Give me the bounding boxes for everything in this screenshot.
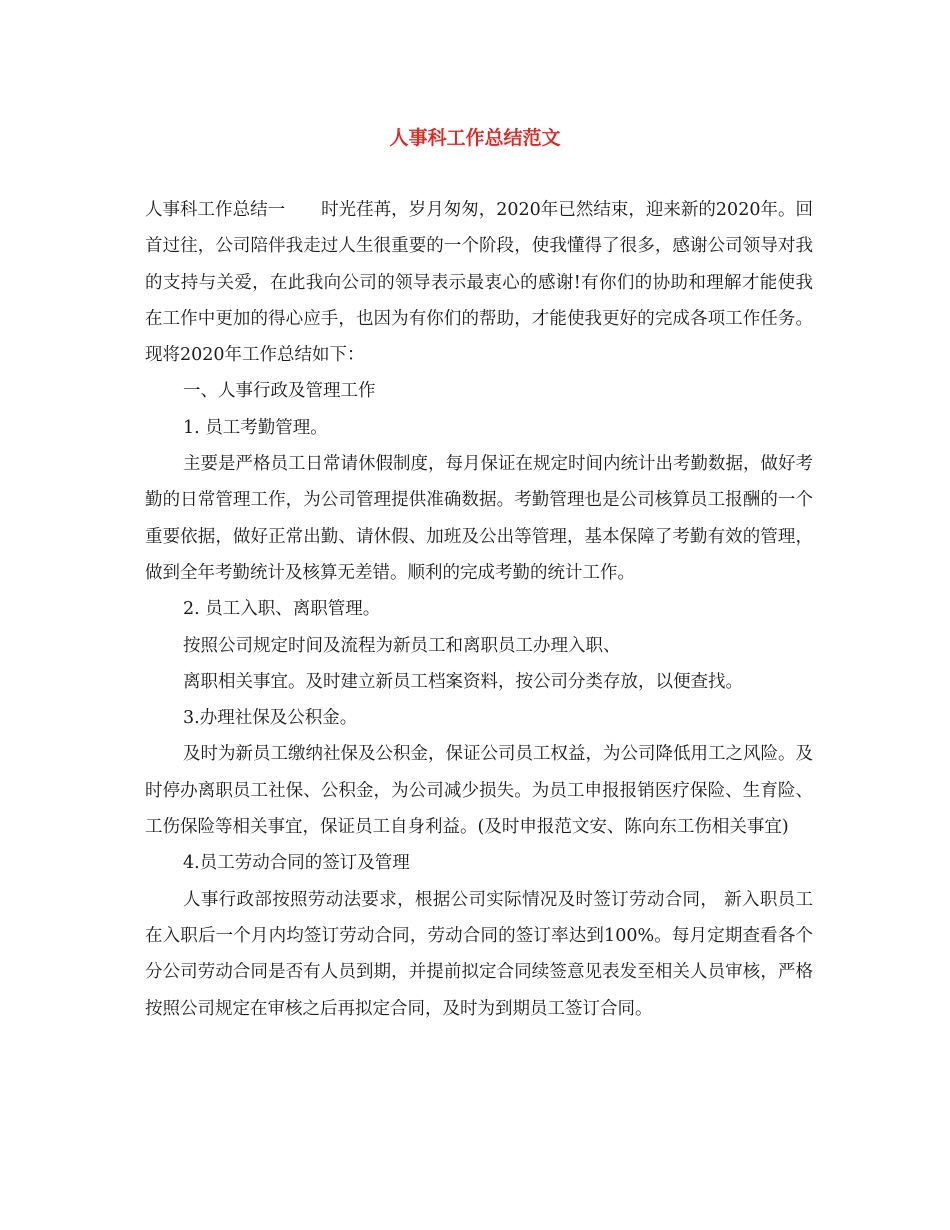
intro-paragraph — [145, 192, 813, 373]
section1-heading: 一、人事行政及管理工作 — [183, 381, 376, 402]
item4-paragraph: 人事行政部按照劳动法要求，根据公司实际情况及时签订劳动合同， 新入职员工在入职后一个月内均签订劳动合同，劳动合同的签订率达到100%。每月定期查看各个分公司劳动合同是否有人员到期，并提前拟定合同续签意见表发至相关人员审核，严格按照公司规定在审核之后再拟定合同，及时为到期员工签订合同。 — [145, 889, 813, 1019]
item3-paragraph: 及时为新员工缴纳社保及公积金，保证公司员工权益，为公司降低用工之风险。及时停办离职员工社保、公积金，为公司减少损失。为员工申报报销医疗保险、生育险、工伤保险等相关事宜，保证员工自身利益。(及时申报范文安、陈向东工伤相关事宜) — [145, 744, 813, 838]
item2-heading: 2. 员工入职、离职管理。 — [183, 599, 381, 620]
item1-paragraph: 主要是严格员工日常请休假制度，每月保证在规定时间内统计出考勤数据，做好考勤的日常管理工作，为公司管理提供准确数据。考勤管理也是公司核算员工报酬的一个重要依据，做好正常出勤、请休假、加班及公出等管理，基本保障了考勤有效的管理，做到全年考勤统计及核算无差错。顺利的完成考勤的统计工作。 — [145, 454, 813, 583]
intro-heading: 人事科工作总结一 — [145, 200, 286, 220]
item2-paragraph-line2: 离职相关事宜。及时建立新员工档案资料，按公司分类存放，以便查找。 — [183, 671, 743, 692]
item3-heading: 3.办理社保及公积金。 — [183, 708, 358, 729]
item1-heading: 1. 员工考勤管理。 — [183, 417, 328, 438]
item2-paragraph-line1: 按照公司规定时间及流程为新员工和离职员工办理入职、 — [183, 635, 621, 656]
intro-text: 时光荏苒，岁月匆匆，2020年已然结束，迎来新的2020年。回首过往，公司陪伴我走过人生很重要的一个阶段，使我懂得了很多，感谢公司领导对我的支持与关爱，在此我向公司的领导表示最衷心的感谢!有你们的协助和理解才能使我在工作中更加的得心应手，也因为有你们的帮助，才能使我更好的完成各项工作任务。现将2020年工作总结如下： — [145, 200, 813, 366]
item4-heading: 4.员工劳动合同的签订及管理 — [183, 853, 410, 874]
document-body — [145, 192, 813, 1027]
document-title: 人事科工作总结范文 — [389, 127, 561, 149]
